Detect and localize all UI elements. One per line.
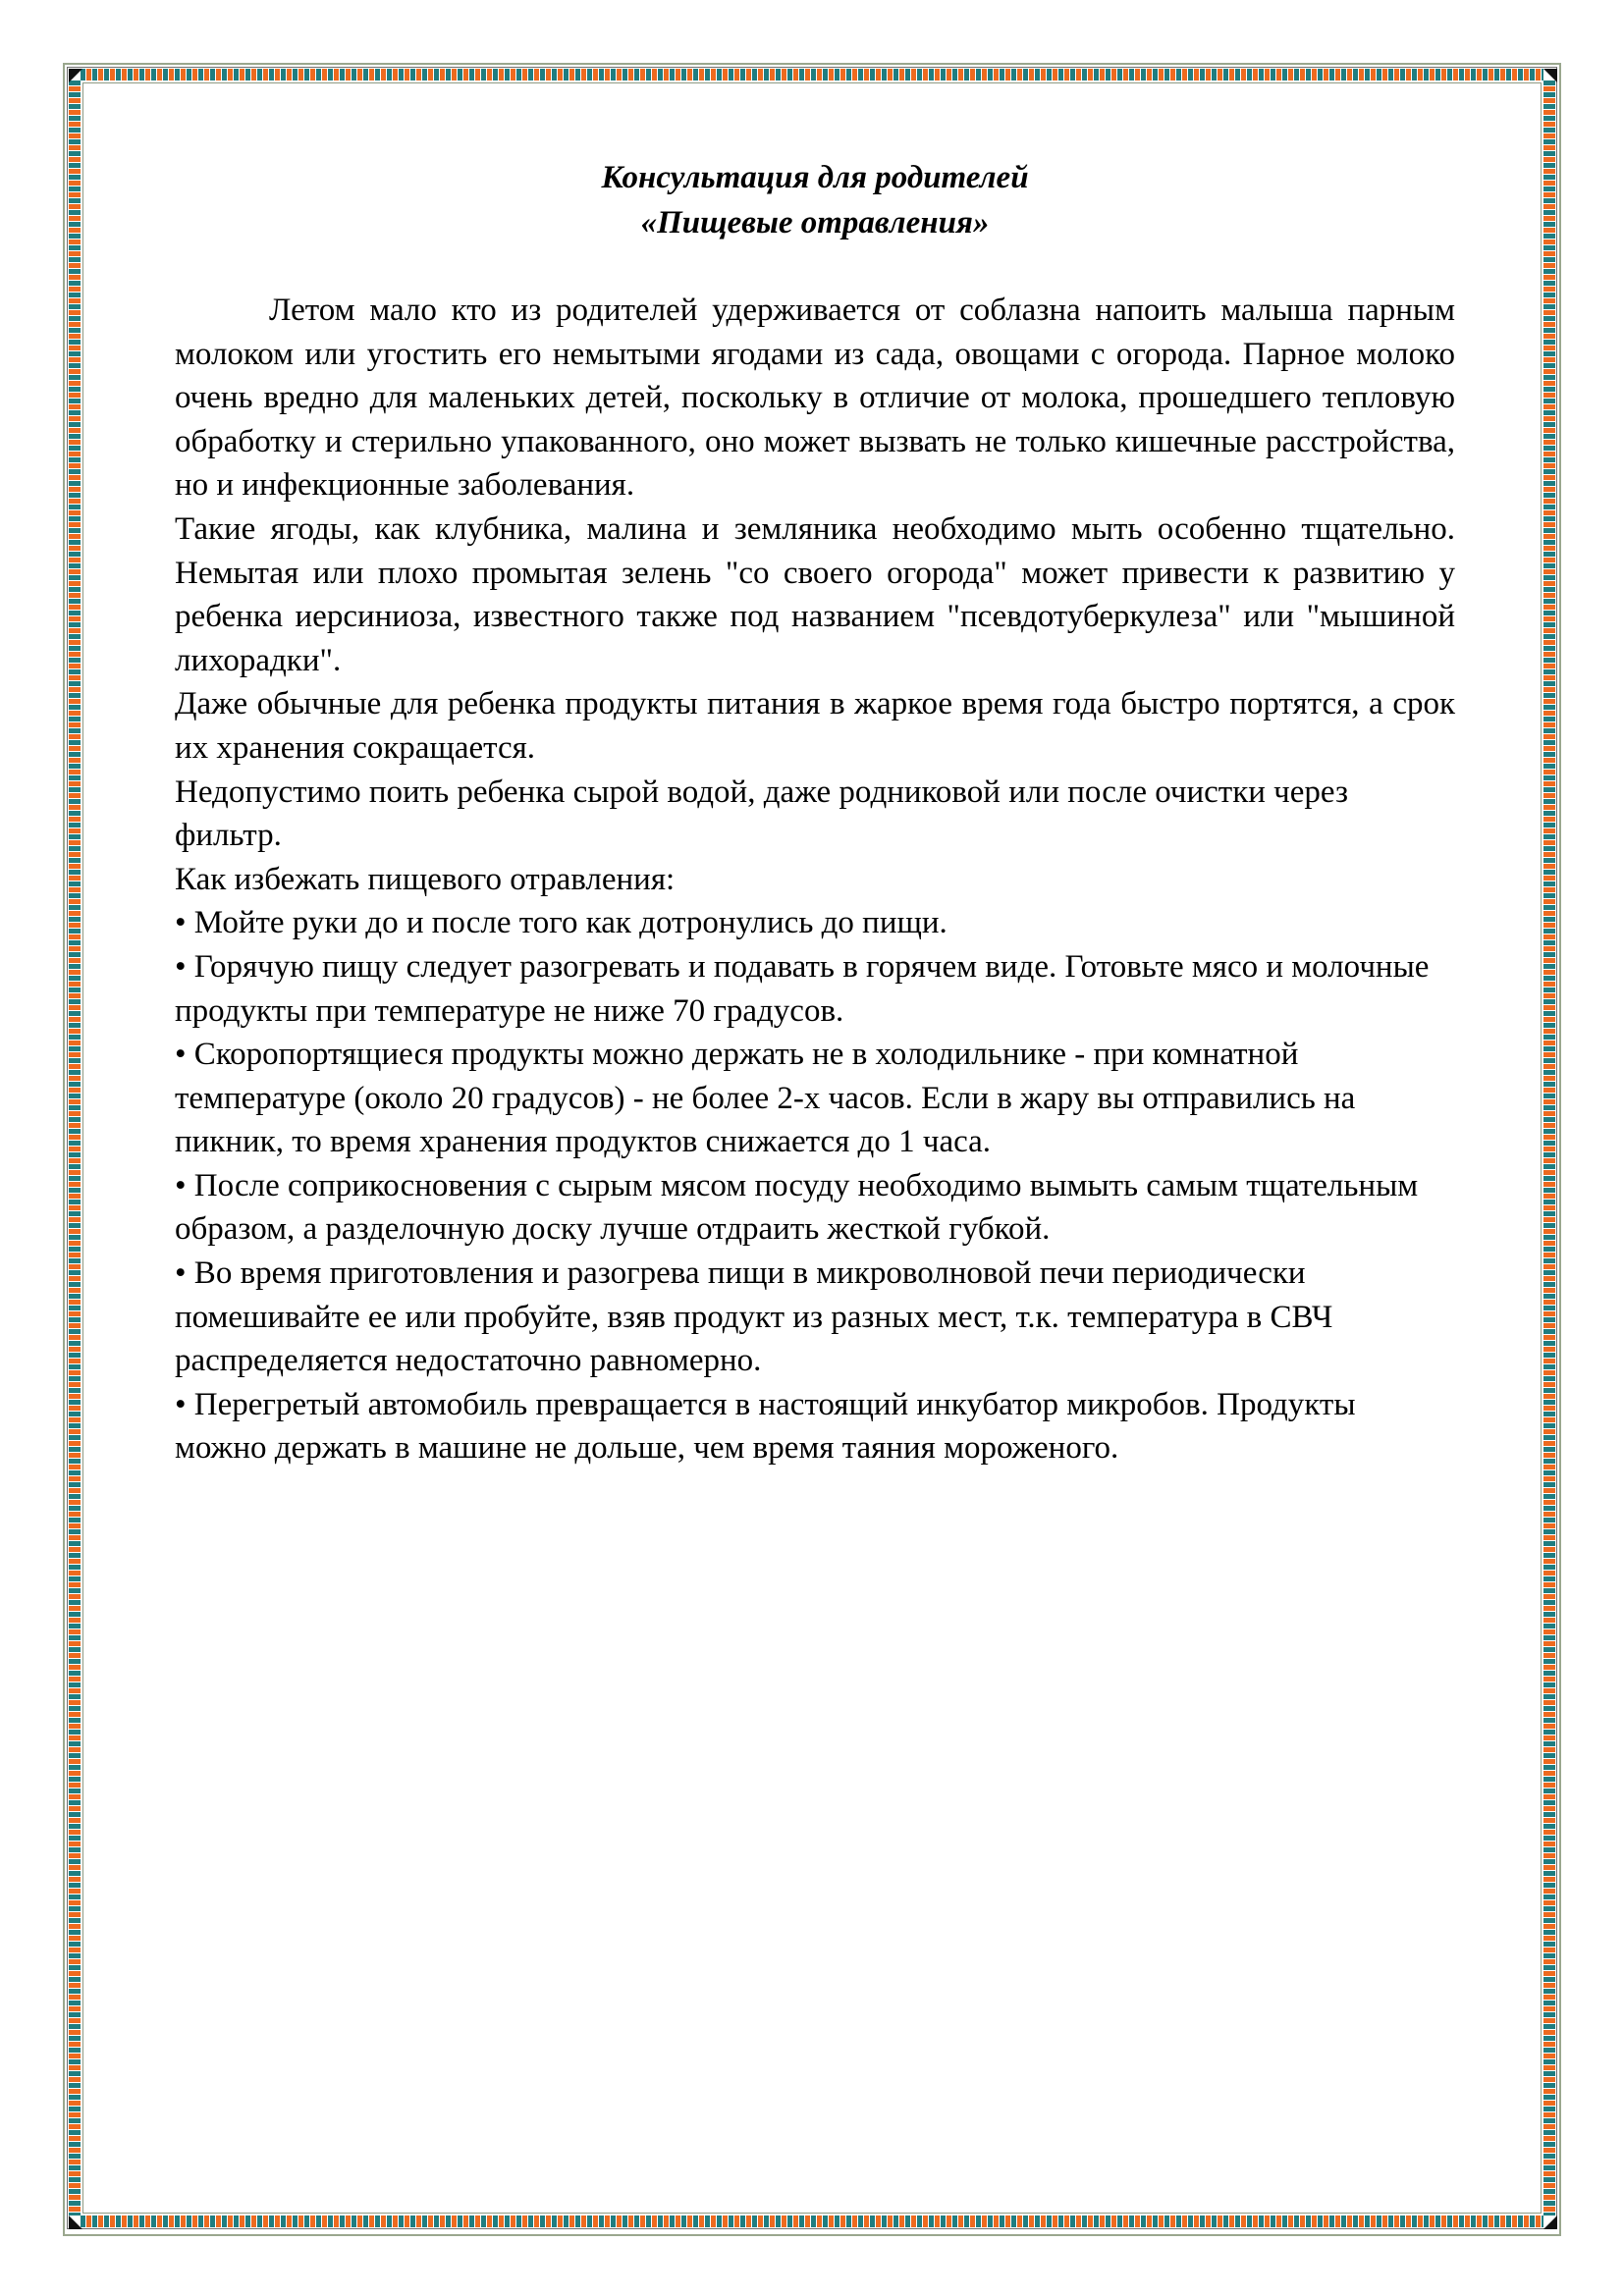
list-heading: Как избежать пищевого отравления: bbox=[175, 861, 676, 897]
list-item: • Мойте руки до и после того как дотронулись до пищи. bbox=[175, 905, 947, 941]
decorative-border-top bbox=[81, 69, 1543, 80]
title-line-1: Консультация для родителей bbox=[601, 160, 1029, 195]
title-line-2: «Пищевые отравления» bbox=[640, 205, 990, 240]
list-item: • Во время приготовления и разогрева пищи в микроволновой печи периодически помешивайте ее или пробуйте, взяв продукт из разных мест, т.к. температура в СВЧ распределяется недостаточно равномерно. bbox=[175, 1255, 1333, 1379]
list-item: • Горячую пищу следует разогревать и подавать в горячем виде. Готовьте мясо и молочные продукты при температуре не ниже 70 градусов. bbox=[175, 948, 1430, 1029]
paragraph-fresh-milk: Летом мало кто из родителей удерживается от соблазна напоить малыша парным молоком или угостить его немытыми ягодами из сада, овощами с огорода. Парное молоко очень вредно для маленьких детей, поскольку в отличие от молока, прошедшего тепловую обработку и стерильно упакованного, оно может вызвать не только кишечные расстройства, но и инфекционные заболевания. bbox=[175, 293, 1455, 504]
decorative-border-right bbox=[1543, 80, 1555, 2216]
paragraph-berries: Такие ягоды, как клубника, малина и земляника необходимо мыть особенно тщательно. Немытая или плохо промытая зелень "со своего огорода" может привести к развитию у ребенка иерсиниоза, известного также под названием "псевдотуберкулеза" или "мышиной лихорадки". bbox=[175, 510, 1455, 678]
decorative-border-left bbox=[69, 80, 81, 2216]
list-item: • После соприкосновения с сырым мясом посуду необходимо вымыть самым тщательным образом, а разделочную доску лучше отдраить жесткой губкой. bbox=[175, 1167, 1419, 1248]
paragraph-raw-water: Недопустимо поить ребенка сырой водой, даже родниковой или после очистки через фильтр. bbox=[175, 774, 1348, 854]
paragraph-food-spoilage: Даже обычные для ребенка продукты питания в жаркое время года быстро портятся, а срок их хранения сокращается. bbox=[175, 686, 1455, 766]
document-body bbox=[175, 289, 1455, 1470]
list-item: • Перегретый автомобиль превращается в настоящий инкубатор микробов. Продукты можно держать в машине не дольше, чем время таяния мороженого. bbox=[175, 1386, 1356, 1467]
document-content bbox=[175, 155, 1455, 1470]
list-item: • Скоропортящиеся продукты можно держать не в холодильнике - при комнатной температуре (около 20 градусов) - не более 2-х часов. Если в жару вы отправились на пикник, то время хранения продуктов снижается до 1 часа. bbox=[175, 1037, 1356, 1160]
document-title bbox=[175, 155, 1455, 245]
decorative-border-bottom bbox=[81, 2216, 1543, 2227]
